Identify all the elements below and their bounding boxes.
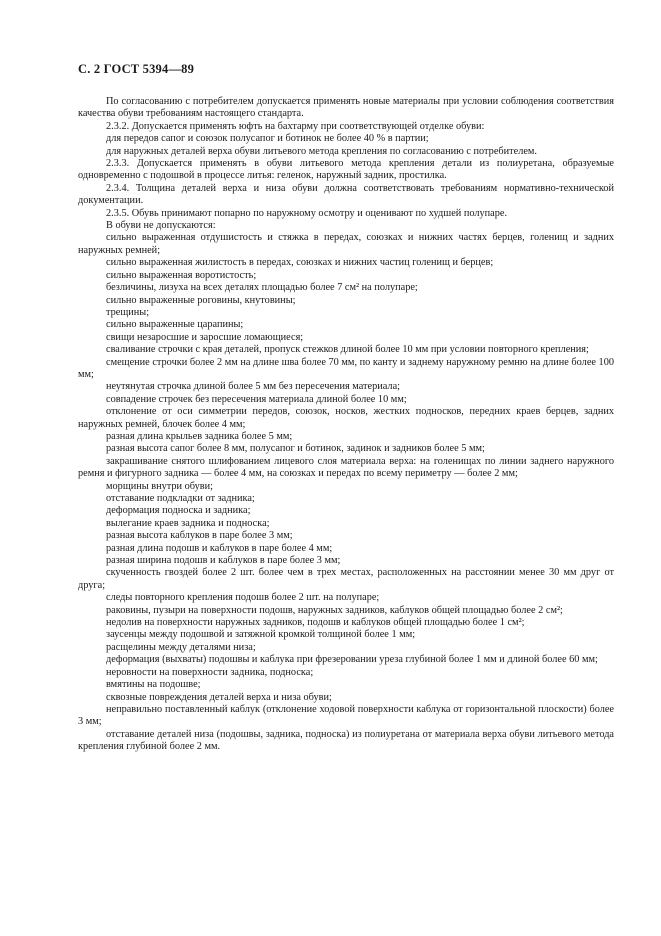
paragraph: скученность гвоздей более 2 шт. более чем в трех местах, расположенных на расстоянии менее 30 мм друг от друга; (78, 567, 614, 591)
paragraph: отставание подкладки от задника; (106, 493, 255, 504)
paragraph: отставание деталей низа (подошвы, задника, подноска) из полиуретана от материала верха обуви литьевого метода крепления глубиной более 2 мм. (78, 728, 614, 753)
paragraph: сильно выраженная отдушистость и стяжка в передах, союзках и нижних частях берцев, голенищ и задних наружных ремней; (78, 232, 614, 256)
paragraph: сильно выраженная жилистость в передах, союзках и нижних частиц голенищ и берцев; (106, 257, 494, 269)
paragraph: для наружных деталей верха обуви литьевого метода крепления по согласованию с потребителем. (106, 145, 538, 157)
paragraph: расщелины между деталями низа; (106, 641, 256, 653)
paragraph: 2.3.3. Допускается применять в обуви литьевого метода крепления детали из полиуретана, образуемые одновременно с подошвой в процессе литья: геленок, наружный задник, простилка. (78, 158, 614, 182)
paragraph: 2.3.2. Допускается применять юфть на бахтарму при соответствующей отделке обуви: (106, 120, 485, 132)
paragraph: вмятины на подошве; (106, 679, 201, 691)
paragraph: разная длина крыльев задника более 5 мм; (106, 430, 293, 442)
paragraph: разная высота сапог более 8 мм, полусапог и ботинок, задинок и задников более 5 мм; (106, 443, 485, 455)
paragraph: разная высота каблуков в паре более 3 мм; (106, 530, 293, 542)
paragraph: сильно выраженные роговины, кнутовины; (106, 294, 296, 306)
paragraph: вылегание краев задника и подноска; (106, 517, 270, 529)
paragraph: безличины, лизуха на всех деталях площадью более 7 см² на полупаре; (106, 282, 418, 294)
paragraph: 2.3.5. Обувь принимают попарно по наружному осмотру и оценивают по худшей полупаре. (106, 207, 508, 219)
paragraph: свищи незаросшие и заросшие ломающиеся; (106, 331, 304, 343)
paragraph: сильно выраженные царапины; (106, 319, 244, 331)
paragraph: отклонение от оси симметрии передов, союзок, носков, жестких подносков, передних краев берцев, задних наружных ремней, блочек более 4 мм; (78, 406, 614, 430)
paragraph: неутянутая строчка длиной более 5 мм без пересечения материала; (106, 381, 400, 393)
page-header: С. 2 ГОСТ 5394—89 (78, 62, 195, 76)
paragraph: В обуви не допускаются: (106, 220, 216, 232)
paragraph: сваливание строчки с края деталей, пропуск стежков длиной более 10 мм при условии повторного крепления; (106, 344, 589, 356)
paragraph: совпадение строчек без пересечения материала длиной более 10 мм; (106, 393, 407, 405)
paragraph: сквозные повреждения деталей верха и низа обуви; (106, 691, 332, 703)
paragraph: смещение строчки более 2 мм на длине шва более 70 мм, по канту и заднему наружному ремню на длине более 100 мм; (78, 356, 614, 380)
paragraph: 2.3.4. Толщина деталей верха и низа обуви должна соответствовать требованиям нормативно-технической документации. (78, 182, 614, 207)
paragraph: недолив на поверхности наружных задников, подошв и каблуков общей площадью более 1 см²; (106, 617, 525, 629)
paragraph: морщины внутри обуви; (106, 480, 214, 492)
paragraph: следы повторного крепления подошв более 2 шт. на полупаре; (106, 592, 380, 604)
paragraph: сильно выраженная воротистость; (106, 269, 257, 281)
paragraph: для передов сапог и союзок полусапог и ботинок не более 40 % в партии; (106, 133, 429, 145)
paragraph: деформация (выхваты) подошвы и каблука при фрезеровании уреза глубиной более 1 мм и длиной более 60 мм; (106, 654, 598, 666)
paragraph: деформация подноска и задника; (106, 505, 251, 517)
paragraph: неправильно поставленный каблук (отклонение ходовой поверхности каблука от горизонтальной плоскости) более 3 мм; (78, 703, 614, 728)
paragraph: заусенцы между подошвой и затяжной кромкой толщиной более 1 мм; (106, 629, 416, 641)
paragraph: неровности на поверхности задника, подноска; (106, 666, 314, 678)
paragraph: разная ширина подошв и каблуков в паре более 3 мм; (106, 555, 341, 567)
paragraph: раковины, пузыри на поверхности подошв, наружных задников, каблуков общей площадью более 2 см²; (106, 604, 563, 616)
paragraph: По согласованию с потребителем допускается применять новые материалы при условии соблюдения соответствия качества обуви требованиям настоящего стандарта. (78, 96, 614, 120)
paragraph: разная длина подошв и каблуков в паре более 4 мм; (106, 542, 333, 554)
paragraph: закрашивание снятого шлифованием лицевого слоя материала верха: на голенищах по линии заднего наружного ремня и фигурного задника — более 4 мм, на союзках и передах по всему периметру — более 2 мм; (78, 455, 614, 480)
paragraph: трещины; (106, 306, 150, 318)
document-body (78, 96, 614, 754)
